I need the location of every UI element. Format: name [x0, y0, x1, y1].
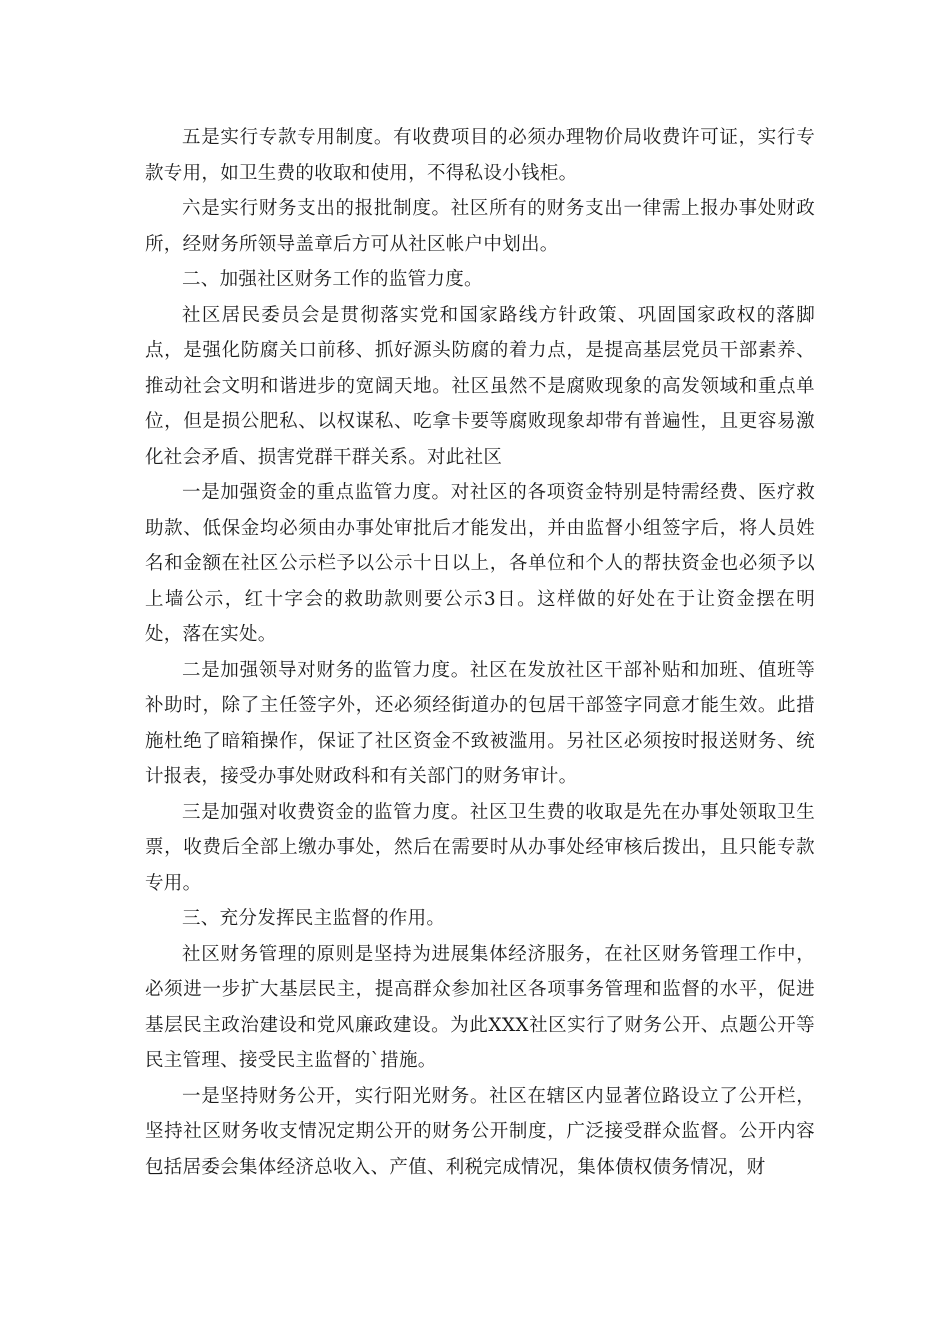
paragraph-fund-supervision: 一是加强资金的重点监管力度。对社区的各项资金特别是特需经费、医疗救助款、低保金均必须由办事处审批后才能发出，并由监督小组签字后，将人员姓名和金额在社区公示栏予以公示十日以上，各单位和个人的帮扶资金也必须予以上墙公示，红十字会的救助款则要公示3日。这样做的好处在于让资金摆在明处，落在实处。 — [145, 482, 815, 645]
paragraph-financial-disclosure: 一是坚持财务公开，实行阳光财务。社区在辖区内显著位路设立了公开栏，坚持社区财务收支情况定期公开的财务公开制度，广泛接受群众监督。公开内容包括居委会集体经济总收入、产值、利税完成情况，集体债权债务情况，财 — [145, 1085, 815, 1178]
section-heading-supervision: 二、加强社区财务工作的监管力度。 — [182, 269, 483, 290]
paragraph-management-principle: 社区财务管理的原则是坚持为进展集体经济服务，在社区财务管理工作中，必须进一步扩大基层民主，提高群众参加社区各项事务管理和监督的水平，促进基层民主政治建设和党风廉政建设。为此XXX社区实行了财务公开、点题公开等民主管理、接受民主监督的`措施。 — [145, 943, 815, 1071]
paragraph-leadership-supervision: 二是加强领导对财务的监管力度。社区在发放社区干部补贴和加班、值班等补助时，除了主任签字外，还必须经街道办的包居干部签字同意才能生效。此措施杜绝了暗箱操作，保证了社区资金不致被滥用。另社区必须按时报送财务、统计报表，接受办事处财政科和有关部门的财务审计。 — [145, 659, 815, 787]
paragraph-approval-system: 六是实行财务支出的报批制度。社区所有的财务支出一律需上报办事处财政所，经财务所领导盖章后方可从社区帐户中划出。 — [145, 198, 815, 255]
section-heading-democratic: 三、充分发挥民主监督的作用。 — [182, 908, 446, 929]
paragraph-special-funds: 五是实行专款专用制度。有收费项目的必须办理物价局收费许可证，实行专款专用，如卫生费的收取和使用，不得私设小钱柜。 — [145, 127, 815, 184]
paragraph-community-committee: 社区居民委员会是贯彻落实党和国家路线方针政策、巩固国家政权的落脚点，是强化防腐关口前移、抓好源头防腐的着力点，是提高基层党员干部素养、推动社会文明和谐进步的宽阔天地。社区虽然不是腐败现象的高发领域和重点单位，但是损公肥私、以权谋私、吃拿卡要等腐败现象却带有普遍性，且更容易激化社会矛盾、损害党群干群关系。对此社区 — [145, 304, 815, 468]
paragraph-fee-supervision: 三是加强对收费资金的监管力度。社区卫生费的收取是先在办事处领取卫生票，收费后全部上缴办事处，然后在需要时从办事处经审核后拨出，且只能专款专用。 — [145, 801, 815, 894]
document-page — [145, 120, 815, 1185]
